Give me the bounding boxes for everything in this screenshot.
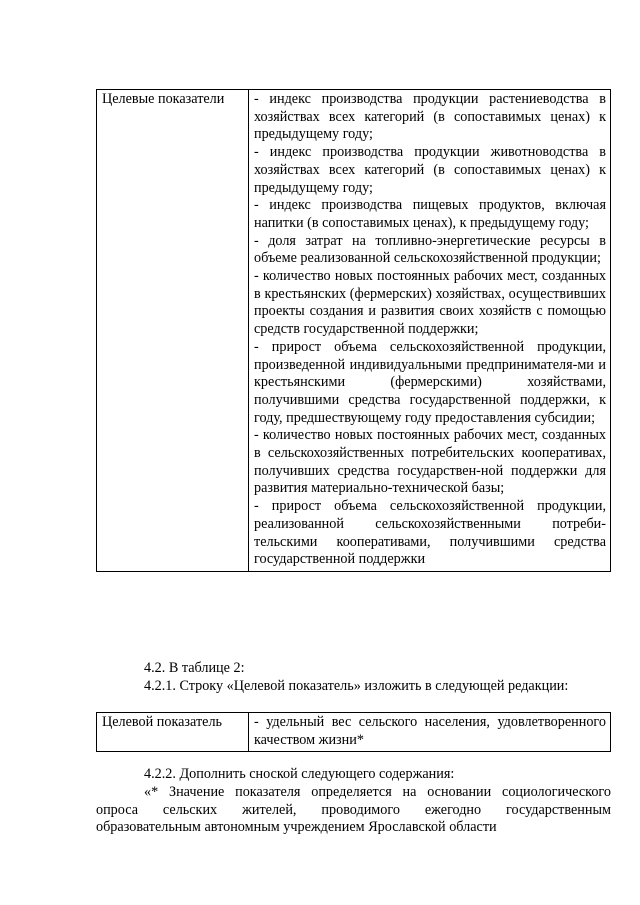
indicators-table [96,89,611,572]
table-value-cell [249,713,611,752]
indicator-item: - количество новых постоянных рабочих мест, созданных в сельскохозяйственных потребительских кооперативах, получивших средства государствен-ной поддержки для развития материально-технической базы; [254,427,606,497]
target-indicator-table [96,712,611,752]
table-row [97,90,611,572]
indicator-item: - количество новых постоянных рабочих мест, созданных в крестьянских (фермерских) хозяйствах, осуществивших проекты создания и развития своих хозяйств с помощью средств государственной поддержки; [254,268,606,338]
table-label-cell [97,713,249,752]
footnote-paragraph: «* Значение показателя определяется на основании социологического опроса сельских жителей, проводимого ежегодно государственным образовательным автономным учреждением Ярославской области [96,784,611,836]
indicator-item: - удельный вес сельского населения, удовлетворенного качеством жизни* [254,714,606,748]
table-row [97,713,611,752]
indicator-item: - прирост объема сельскохозяйственной продукции, реализованной сельскохозяйственными потреби-тельскими кооперативами, получившими средства государственной поддержки [254,498,606,568]
indicator-item: - индекс производства пищевых продуктов, включая напитки (в сопоставимых ценах), к предыдущему году; [254,197,606,231]
indicator-item: - доля затрат на топливно-энергетические ресурсы в объеме реализованной сельскохозяйственной продукции; [254,232,606,267]
table-label: Целевые показатели [102,91,225,107]
indicator-item: - прирост объема сельскохозяйственной продукции, произведенной индивидуальными предпринимателя-ми и крестьянскими (фермерскими) хозяйствами, получившими средства государственной поддержки, к году, предшествующему году предоставления субсидии; [254,338,606,426]
indicator-item: - индекс производства продукции растениеводства в хозяйствах всех категорий (в сопоставимых ценах) к предыдущему году; [254,91,606,143]
table-label: Целевой показатель [102,714,222,730]
table-label-cell [97,90,249,572]
paragraph-4-2-2: 4.2.2. Дополнить сноской следующего содержания: [144,766,455,782]
table-value-cell [249,90,611,572]
indicator-item: - индекс производства продукции животноводства в хозяйствах всех категорий (в сопоставимых ценах) к предыдущему году; [254,144,606,196]
paragraph-4-2-1: 4.2.1. Строку «Целевой показатель» изложить в следующей редакции: [144,678,569,694]
paragraph-4-2: 4.2. В таблице 2: [144,660,245,676]
